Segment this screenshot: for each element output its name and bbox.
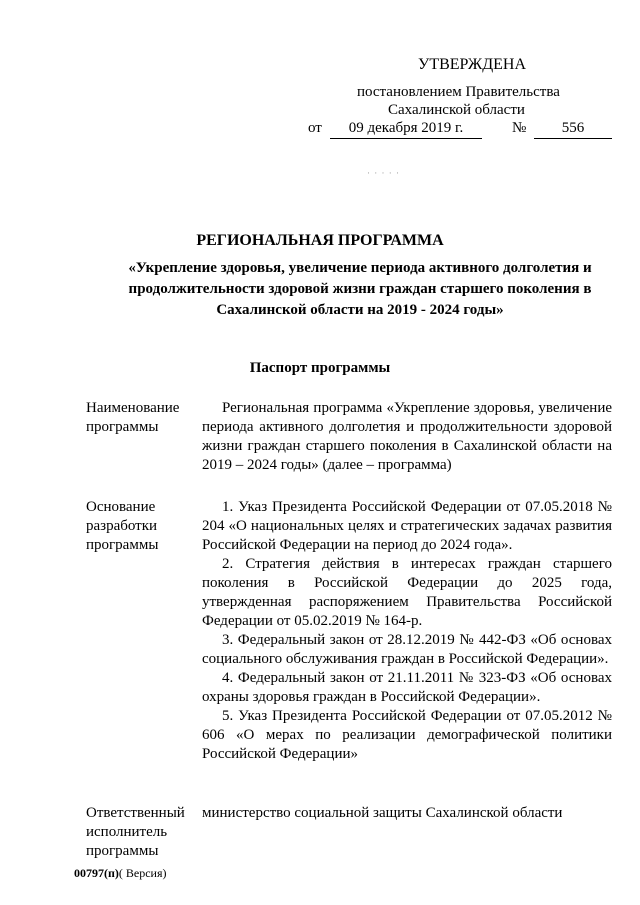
row-label-executor: Ответственный исполнитель программы (86, 805, 185, 859)
passport-heading: Паспорт программы (249, 360, 391, 376)
approval-authority: постановлением Правительства (357, 84, 560, 100)
faint-stamp-mark: · · · · · (367, 168, 400, 178)
number-label: № (512, 120, 527, 136)
row-value-executor (202, 804, 612, 823)
approval-date: 09 декабря 2019 г. (330, 120, 482, 139)
basis-item-1: 1. Указ Президента Российской Федерации от 07.05.2018 № 204 «О национальных целях и стратегических задачах развития Российской Федерации на период до 2024 года». (202, 499, 612, 553)
basis-item-4: 4. Федеральный закон от 21.11.2011 № 323-ФЗ «Об основах охраны здоровья граждан в Российской Федерации». (202, 670, 612, 705)
document-code: 00797(п) (74, 866, 119, 880)
approval-region: Сахалинской области (388, 102, 525, 118)
program-name: «Укрепление здоровья, увеличение периода активного долголетия и продолжительности здоровой жизни граждан старшего поколения в Сахалинской области на 2019 - 2024 годы» (128, 260, 592, 318)
basis-item-3: 3. Федеральный закон от 28.12.2019 № 442-ФЗ «Об основах социального обслуживания граждан в Российской Федерации». (202, 632, 612, 667)
row-label-basis: Основание разработки программы (86, 499, 159, 553)
from-label: от (308, 120, 322, 136)
executor-text: министерство социальной защиты Сахалинской области (202, 805, 563, 821)
row-label-name: Наименование программы (86, 400, 180, 435)
row-value-basis (202, 498, 612, 764)
approval-number: 556 (534, 120, 612, 139)
document-version: ( Версия) (118, 866, 167, 880)
program-heading: РЕГИОНАЛЬНАЯ ПРОГРАММА (196, 232, 444, 249)
approval-title: УТВЕРЖДЕНА (418, 56, 527, 73)
basis-item-2: 2. Стратегия действия в интересах граждан старшего поколения в Российской Федерации до 2025 года, утвержденная распоряжением Правительства Российской Федерации от 05.02.2019 № 164-р. (202, 556, 612, 629)
document-footer (74, 866, 167, 881)
basis-item-5: 5. Указ Президента Российской Федерации от 07.05.2012 № 606 «О мерах по реализации демографической политики Российской Федерации» (202, 708, 612, 762)
program-name-text: Региональная программа «Укрепление здоровья, увеличение периода активного долголетия и продолжительности здоровой жизни граждан старшего поколения в Сахалинской области на 2019 – 2024 годы» (далее – программа) (202, 400, 612, 473)
row-value-name (202, 399, 612, 475)
approval-date-row (308, 120, 618, 140)
